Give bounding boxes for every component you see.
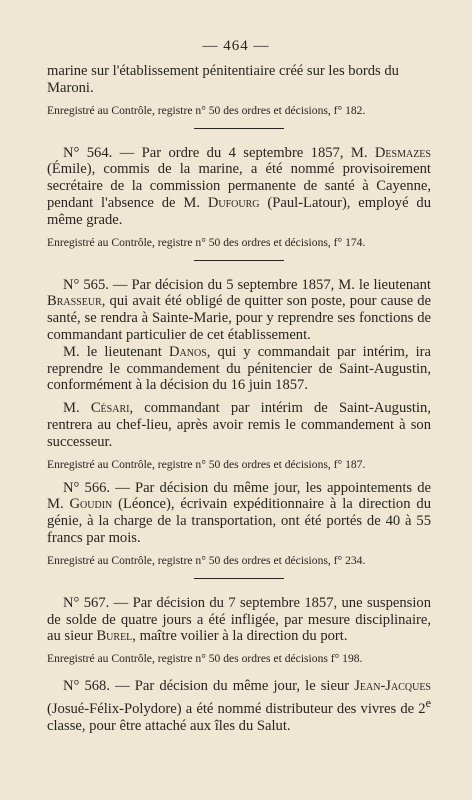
superscript: e bbox=[425, 695, 431, 710]
entry-564 bbox=[47, 145, 431, 250]
separator-rule bbox=[194, 128, 284, 129]
text: (Émile), commis de la marine, a été nommé provisoirement secrétaire de la commission permanente de santé à Cayenne, pendant l'absence de M. bbox=[47, 161, 431, 211]
separator-rule bbox=[194, 578, 284, 579]
text: (Josué-Félix-Polydore) a été nommé distributeur des vivres de 2 bbox=[47, 700, 426, 717]
text-line: Maroni. bbox=[47, 79, 94, 96]
entry-565 bbox=[47, 277, 431, 472]
paragraph bbox=[47, 63, 431, 97]
paragraph bbox=[47, 595, 431, 645]
separator-rule bbox=[194, 260, 284, 261]
entry-number: N° 565. bbox=[63, 276, 109, 293]
person-name: Dufourg bbox=[207, 194, 260, 211]
text: , commandant par intérim de Saint-Augustin, rentrera au chef-lieu, après avoir remis le commandement à son successeur. bbox=[47, 400, 431, 450]
page-number: — 464 — bbox=[202, 38, 270, 54]
person-name: Burel bbox=[96, 628, 133, 645]
person-name: Jean-Jacques bbox=[354, 678, 431, 695]
person-name: Goudin bbox=[69, 496, 113, 513]
entry-567 bbox=[47, 595, 431, 666]
registration-note: Enregistré au Contrôle, registre n° 50 des ordres et décisions, f° 182. bbox=[47, 103, 366, 117]
paragraph bbox=[47, 344, 431, 394]
entry-568 bbox=[47, 678, 431, 734]
person-name: Danos bbox=[169, 343, 207, 360]
text: (Léonce), écrivain expéditionnaire à la direction du génie, à la charge de la transportation, ont été portés de 40 à 55 francs par mois. bbox=[47, 496, 431, 546]
text: , qui avait été obligé de quitter son poste, pour cause de santé, se rendra à Sainte-Marie, pour y reprendre ses fonctions de commandant particulier de cet établissement. bbox=[47, 293, 431, 343]
text: M. bbox=[63, 400, 91, 417]
paragraph bbox=[47, 400, 431, 450]
text: , qui y commandait par intérim, ira reprendre le commandement du pénitencier de Saint-Augustin, conformément à la décision du 16 juin 1857. bbox=[47, 343, 431, 394]
text: classe, pour être attaché aux îles du Salut. bbox=[47, 717, 291, 734]
paragraph bbox=[47, 480, 431, 547]
registration-note: Enregistré au Contrôle, registre n° 50 des ordres et décisions, f° 174. bbox=[47, 235, 366, 249]
person-name: Césari bbox=[90, 400, 130, 417]
paragraph bbox=[47, 145, 431, 229]
text-line: marine sur l'établissement pénitentiaire créé sur les bords du bbox=[47, 63, 399, 79]
text: , maître voilier à la direction du port. bbox=[132, 628, 348, 645]
person-name: Brasseur bbox=[47, 293, 102, 310]
paragraph bbox=[47, 277, 431, 344]
entry-566 bbox=[47, 480, 431, 568]
entry-number: N° 566. bbox=[63, 479, 111, 496]
continued-entry bbox=[47, 63, 431, 118]
text: M. le lieutenant bbox=[63, 343, 170, 360]
entry-number: N° 564. bbox=[63, 144, 113, 161]
text: (Paul-Latour), employé du même grade. bbox=[47, 194, 431, 228]
text: — Par décision du même jour, le sieur bbox=[110, 678, 355, 695]
registration-note: Enregistré au Contrôle, registre n° 50 des ordres et décisions f° 198. bbox=[47, 652, 363, 666]
page-body bbox=[47, 63, 431, 734]
registration-note: Enregistré au Contrôle, registre n° 50 des ordres et décisions, f° 187. bbox=[47, 457, 366, 471]
person-name: Desmazes bbox=[374, 144, 431, 161]
entry-number: N° 567. bbox=[63, 594, 110, 611]
text: — Par ordre du 4 septembre 1857, M. bbox=[112, 144, 375, 161]
registration-note: Enregistré au Contrôle, registre n° 50 des ordres et décisions, f° 234. bbox=[47, 553, 366, 567]
text: — Par décision du 7 septembre 1857, une suspension de solde de quatre jours a été infligée, par mesure disciplinaire, au sieur bbox=[47, 594, 431, 645]
text: — Par décision du 5 septembre 1857, M. le lieutenant bbox=[108, 276, 431, 293]
entry-number: N° 568. bbox=[63, 678, 111, 695]
text: — Par décision du même jour, les appointements de M. bbox=[47, 479, 431, 513]
paragraph bbox=[47, 678, 431, 734]
